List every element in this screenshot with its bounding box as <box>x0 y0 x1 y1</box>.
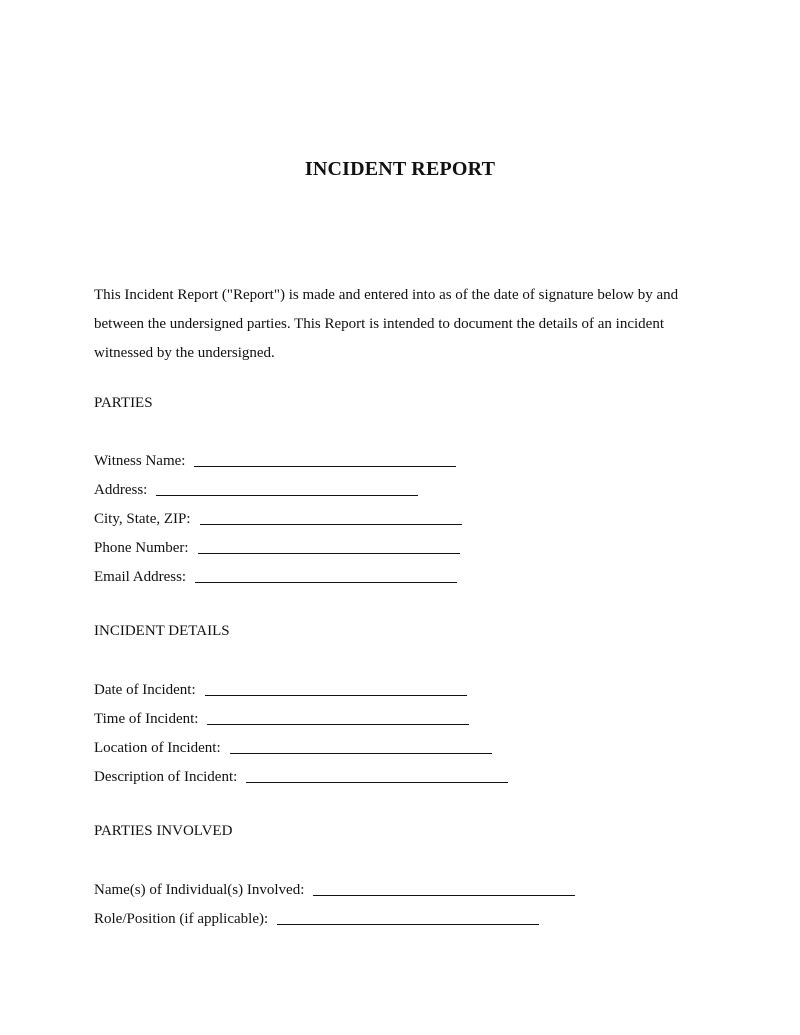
field-address <box>94 480 418 499</box>
field-date-of-incident <box>94 680 467 699</box>
field-label: Witness Name: <box>94 453 186 469</box>
field-time-of-incident <box>94 709 469 728</box>
document-title: INCIDENT REPORT <box>304 158 496 180</box>
field-label: Time of Incident: <box>94 711 199 727</box>
field-label: City, State, ZIP: <box>94 511 191 527</box>
role-position-blank[interactable] <box>277 909 539 925</box>
section-heading-parties: PARTIES <box>94 395 153 411</box>
city-state-zip-blank[interactable] <box>200 509 462 525</box>
intro-paragraph: This Incident Report ("Report") is made and entered into as of the date of signature below by and between the undersigned parties. This Report is intended to document the details of an incident witnessed by the undersigned. <box>94 287 679 361</box>
email-address-blank[interactable] <box>195 567 457 583</box>
field-role-position <box>94 909 539 928</box>
field-witness-name <box>94 451 456 470</box>
field-label: Phone Number: <box>94 540 189 556</box>
field-names-involved <box>94 880 575 899</box>
field-label: Address: <box>94 482 148 498</box>
names-involved-blank[interactable] <box>313 880 575 896</box>
address-blank[interactable] <box>156 480 418 496</box>
field-phone-number <box>94 538 460 557</box>
field-label: Name(s) of Individual(s) Involved: <box>94 882 305 898</box>
section-heading-parties-involved: PARTIES INVOLVED <box>94 823 233 839</box>
field-label: Description of Incident: <box>94 769 238 785</box>
witness-name-blank[interactable] <box>194 451 456 467</box>
phone-number-blank[interactable] <box>198 538 460 554</box>
section-heading-incident-details: INCIDENT DETAILS <box>94 623 230 639</box>
field-label: Role/Position (if applicable): <box>94 911 269 927</box>
field-location-of-incident <box>94 738 492 757</box>
location-of-incident-blank[interactable] <box>230 738 492 754</box>
field-description-of-incident <box>94 767 508 786</box>
date-of-incident-blank[interactable] <box>205 680 467 696</box>
description-of-incident-blank[interactable] <box>246 767 508 783</box>
field-label: Date of Incident: <box>94 682 196 698</box>
field-label: Location of Incident: <box>94 740 221 756</box>
time-of-incident-blank[interactable] <box>207 709 469 725</box>
field-email-address <box>94 567 457 586</box>
field-label: Email Address: <box>94 569 187 585</box>
field-city-state-zip <box>94 509 462 528</box>
